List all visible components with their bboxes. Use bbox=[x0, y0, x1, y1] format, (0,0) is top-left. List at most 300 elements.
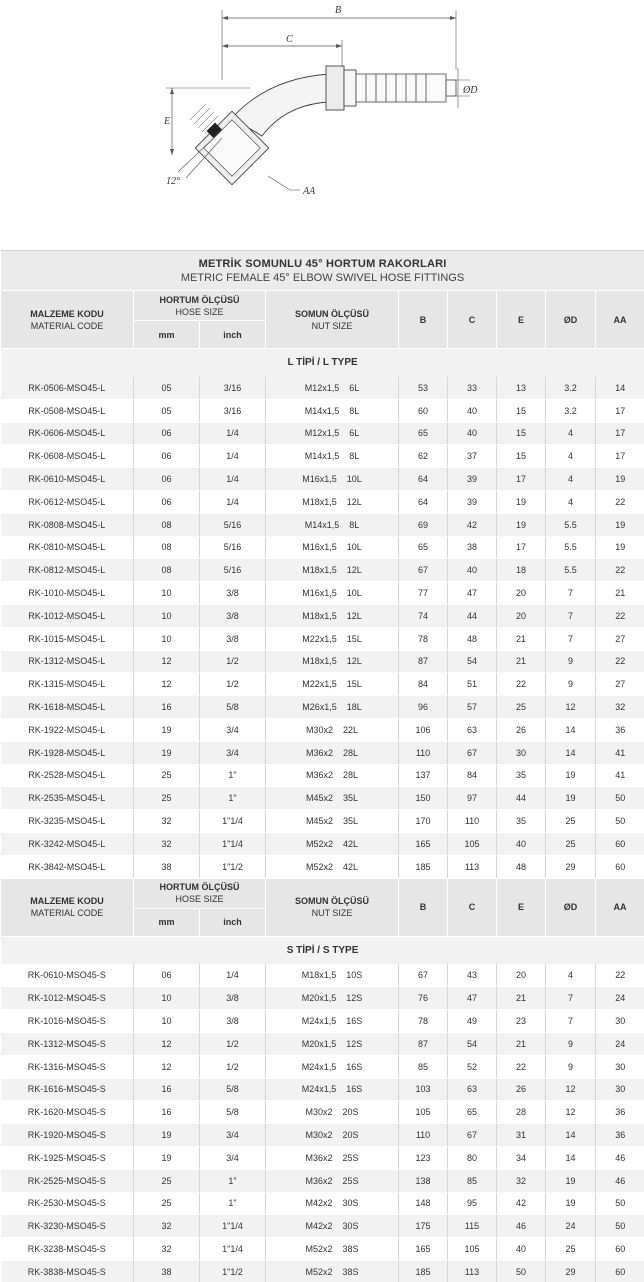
cell-inch: 1"1/2 bbox=[200, 1260, 266, 1282]
cell-c: 113 bbox=[448, 1260, 497, 1282]
nut-code: 25S bbox=[342, 1152, 359, 1163]
table-row bbox=[1, 1238, 644, 1261]
cell-aa: 19 bbox=[596, 513, 644, 536]
cell-aa: 27 bbox=[596, 673, 644, 696]
nut-code: 16S bbox=[346, 1084, 363, 1095]
header-nut-tr: SOMUN ÖLÇÜSÜ bbox=[295, 896, 369, 907]
header-hose-tr: HORTUM ÖLÇÜSÜ bbox=[159, 294, 240, 305]
cell-mm: 06 bbox=[134, 490, 200, 513]
cell-material-code: RK-1010-MSO45-L bbox=[1, 582, 134, 605]
header-nut-en: NUT SIZE bbox=[311, 320, 353, 331]
cell-material-code: RK-1620-MSO45-S bbox=[1, 1101, 134, 1124]
cell-nut-size bbox=[266, 468, 399, 491]
angle-label: 12° bbox=[166, 176, 180, 187]
cell-inch: 1/2 bbox=[200, 673, 266, 696]
table-row bbox=[1, 650, 644, 673]
cell-inch: 1/4 bbox=[200, 964, 266, 987]
cell-d: 9 bbox=[546, 650, 596, 673]
table-row bbox=[1, 673, 644, 696]
table-row bbox=[1, 764, 644, 787]
header-nut-size bbox=[266, 291, 399, 349]
nut-thread: M18x1,5 bbox=[302, 610, 337, 621]
cell-c: 105 bbox=[448, 832, 497, 855]
cell-material-code: RK-1922-MSO45-L bbox=[1, 718, 134, 741]
cell-e: 17 bbox=[497, 536, 546, 559]
nut-code: 28L bbox=[343, 747, 359, 758]
cell-nut-size bbox=[266, 650, 399, 673]
cell-e: 34 bbox=[497, 1146, 546, 1169]
cell-d: 9 bbox=[546, 1055, 596, 1078]
cell-mm: 16 bbox=[134, 696, 200, 719]
nut-thread: M24x1,5 bbox=[301, 1016, 337, 1027]
cell-d: 7 bbox=[546, 627, 596, 650]
cell-material-code: RK-0612-MSO45-L bbox=[1, 490, 134, 513]
cell-d: 25 bbox=[546, 810, 596, 833]
cell-d: 29 bbox=[546, 855, 596, 878]
cell-aa: 14 bbox=[596, 377, 644, 400]
cell-nut-size bbox=[266, 764, 399, 787]
table-row bbox=[1, 490, 644, 513]
cell-b: 67 bbox=[399, 559, 448, 582]
table-row bbox=[1, 1101, 644, 1124]
cell-mm: 05 bbox=[134, 399, 200, 422]
cell-d: 7 bbox=[546, 604, 596, 627]
nut-code: 16S bbox=[346, 1016, 363, 1027]
cell-nut-size bbox=[266, 445, 399, 468]
cell-inch: 1/4 bbox=[200, 468, 266, 491]
cell-d: 7 bbox=[546, 987, 596, 1010]
cell-nut-size bbox=[266, 741, 399, 764]
cell-aa: 36 bbox=[596, 1124, 644, 1147]
header-hose-size bbox=[134, 878, 266, 908]
cell-nut-size bbox=[266, 810, 399, 833]
cell-nut-size bbox=[266, 1260, 399, 1282]
cell-nut-size bbox=[266, 1238, 399, 1261]
section-label: S TİPİ / S TYPE bbox=[1, 936, 644, 964]
nut-code: 8L bbox=[349, 451, 360, 462]
cell-b: 105 bbox=[399, 1101, 448, 1124]
cell-nut-size bbox=[266, 559, 399, 582]
table-row bbox=[1, 513, 644, 536]
title-english: METRIC FEMALE 45° ELBOW SWIVEL HOSE FITTINGS bbox=[180, 271, 465, 284]
cell-b: 74 bbox=[399, 604, 448, 627]
cell-aa: 60 bbox=[596, 855, 644, 878]
cell-c: 54 bbox=[448, 650, 497, 673]
cell-c: 67 bbox=[448, 1124, 497, 1147]
header-col-d: ØD bbox=[546, 878, 596, 936]
cell-c: 54 bbox=[448, 1032, 497, 1055]
section-label: L TİPİ / L TYPE bbox=[1, 349, 644, 377]
aa-label: AA bbox=[303, 186, 316, 197]
cell-mm: 25 bbox=[134, 764, 200, 787]
cell-e: 35 bbox=[497, 810, 546, 833]
cell-d: 4 bbox=[546, 490, 596, 513]
nut-thread: M16x1,5 bbox=[302, 542, 337, 553]
cell-mm: 19 bbox=[134, 741, 200, 764]
table-row bbox=[1, 399, 644, 422]
cell-c: 49 bbox=[448, 1010, 497, 1033]
cell-inch: 1"1/4 bbox=[200, 1215, 266, 1238]
cell-e: 18 bbox=[497, 559, 546, 582]
nut-thread: M20x1,5 bbox=[301, 1038, 337, 1049]
cell-b: 62 bbox=[399, 445, 448, 468]
cell-aa: 50 bbox=[596, 810, 644, 833]
nut-thread: M12x1,5 bbox=[304, 382, 340, 393]
nut-code: 35L bbox=[343, 793, 359, 804]
cell-inch: 1/2 bbox=[200, 1032, 266, 1055]
cell-inch: 1" bbox=[200, 787, 266, 810]
cell-aa: 36 bbox=[596, 1101, 644, 1124]
cell-e: 26 bbox=[497, 718, 546, 741]
cell-mm: 12 bbox=[134, 650, 200, 673]
cell-d: 19 bbox=[546, 764, 596, 787]
cell-nut-size bbox=[266, 1215, 399, 1238]
cell-mm: 32 bbox=[134, 810, 200, 833]
cell-e: 21 bbox=[497, 987, 546, 1010]
cell-mm: 16 bbox=[134, 1101, 200, 1124]
cell-c: 105 bbox=[448, 1238, 497, 1261]
cell-e: 21 bbox=[497, 627, 546, 650]
dim-b-label: B bbox=[335, 5, 342, 16]
cell-inch: 3/16 bbox=[200, 377, 266, 400]
table-row bbox=[1, 1192, 644, 1215]
nut-code: 15L bbox=[346, 679, 362, 690]
cell-e: 40 bbox=[497, 1238, 546, 1261]
cell-nut-size bbox=[266, 513, 399, 536]
cell-aa: 17 bbox=[596, 399, 644, 422]
header-hose-en: HOSE SIZE bbox=[175, 306, 224, 317]
cell-c: 97 bbox=[448, 787, 497, 810]
nut-thread: M16x1,5 bbox=[302, 588, 337, 599]
nut-code: 10L bbox=[346, 474, 362, 485]
cell-e: 15 bbox=[497, 445, 546, 468]
table-row bbox=[1, 787, 644, 810]
cell-inch: 3/4 bbox=[200, 1146, 266, 1169]
cell-b: 64 bbox=[399, 468, 448, 491]
cell-aa: 24 bbox=[596, 987, 644, 1010]
cell-b: 137 bbox=[399, 764, 448, 787]
cell-b: 148 bbox=[399, 1192, 448, 1215]
cell-inch: 5/16 bbox=[200, 513, 266, 536]
table-row bbox=[1, 627, 644, 650]
table-row bbox=[1, 1124, 644, 1147]
cell-c: 43 bbox=[448, 964, 497, 987]
cell-b: 110 bbox=[399, 741, 448, 764]
table-row bbox=[1, 1010, 644, 1033]
nut-thread: M20x1,5 bbox=[301, 993, 337, 1004]
cell-b: 78 bbox=[399, 1010, 448, 1033]
table-row bbox=[1, 1146, 644, 1169]
header-inch: inch bbox=[200, 321, 266, 349]
cell-aa: 50 bbox=[596, 787, 644, 810]
cell-d: 14 bbox=[546, 718, 596, 741]
cell-b: 123 bbox=[399, 1146, 448, 1169]
header-col-aa: AA bbox=[596, 291, 644, 349]
cell-mm: 32 bbox=[134, 1215, 200, 1238]
cell-e: 19 bbox=[497, 490, 546, 513]
header-col-d: ØD bbox=[546, 291, 596, 349]
table-header bbox=[1, 878, 644, 908]
cell-nut-size bbox=[266, 787, 399, 810]
cell-d: 19 bbox=[546, 1192, 596, 1215]
cell-nut-size bbox=[266, 536, 399, 559]
table-row bbox=[1, 1260, 644, 1282]
cell-c: 38 bbox=[448, 536, 497, 559]
cell-mm: 10 bbox=[134, 604, 200, 627]
cell-e: 40 bbox=[497, 832, 546, 855]
cell-d: 29 bbox=[546, 1260, 596, 1282]
cell-e: 19 bbox=[497, 513, 546, 536]
cell-material-code: RK-3238-MSO45-S bbox=[1, 1238, 134, 1261]
cell-material-code: RK-0506-MSO45-L bbox=[1, 377, 134, 400]
cell-c: 39 bbox=[448, 468, 497, 491]
header-col-aa: AA bbox=[596, 878, 644, 936]
cell-material-code: RK-3842-MSO45-L bbox=[1, 855, 134, 878]
cell-e: 28 bbox=[497, 1101, 546, 1124]
cell-b: 103 bbox=[399, 1078, 448, 1101]
cell-material-code: RK-1928-MSO45-L bbox=[1, 741, 134, 764]
cell-aa: 17 bbox=[596, 445, 644, 468]
header-nut-size bbox=[266, 878, 399, 936]
cell-b: 110 bbox=[399, 1124, 448, 1147]
cell-mm: 16 bbox=[134, 1078, 200, 1101]
cell-b: 150 bbox=[399, 787, 448, 810]
cell-c: 39 bbox=[448, 490, 497, 513]
nut-code: 42L bbox=[343, 838, 359, 849]
technical-drawing bbox=[0, 0, 644, 250]
cell-e: 25 bbox=[497, 696, 546, 719]
cell-inch: 3/8 bbox=[200, 582, 266, 605]
cell-inch: 1/2 bbox=[200, 1055, 266, 1078]
cell-nut-size bbox=[266, 832, 399, 855]
cell-material-code: RK-0606-MSO45-L bbox=[1, 422, 134, 445]
cell-e: 35 bbox=[497, 764, 546, 787]
cell-b: 165 bbox=[399, 832, 448, 855]
nut-code: 12L bbox=[346, 610, 362, 621]
cell-c: 48 bbox=[448, 627, 497, 650]
cell-inch: 3/16 bbox=[200, 399, 266, 422]
cell-b: 106 bbox=[399, 718, 448, 741]
cell-c: 44 bbox=[448, 604, 497, 627]
cell-mm: 10 bbox=[134, 627, 200, 650]
cell-mm: 19 bbox=[134, 718, 200, 741]
cell-mm: 12 bbox=[134, 1032, 200, 1055]
cell-e: 48 bbox=[497, 855, 546, 878]
cell-e: 50 bbox=[497, 1260, 546, 1282]
cell-c: 85 bbox=[448, 1169, 497, 1192]
cell-e: 46 bbox=[497, 1215, 546, 1238]
cell-mm: 08 bbox=[134, 536, 200, 559]
header-col-e: E bbox=[497, 291, 546, 349]
cell-c: 40 bbox=[448, 559, 497, 582]
cell-e: 22 bbox=[497, 673, 546, 696]
cell-d: 19 bbox=[546, 787, 596, 810]
cell-inch: 1" bbox=[200, 764, 266, 787]
cell-b: 87 bbox=[399, 1032, 448, 1055]
cell-aa: 22 bbox=[596, 490, 644, 513]
nut-code: 35L bbox=[343, 816, 359, 827]
cell-e: 22 bbox=[497, 1055, 546, 1078]
cell-nut-size bbox=[266, 1010, 399, 1033]
cell-mm: 12 bbox=[134, 673, 200, 696]
cell-inch: 5/8 bbox=[200, 1078, 266, 1101]
cell-inch: 1"1/4 bbox=[200, 832, 266, 855]
header-col-c: C bbox=[448, 878, 497, 936]
nut-thread: M16x1,5 bbox=[302, 474, 337, 485]
cell-mm: 10 bbox=[134, 987, 200, 1010]
cell-material-code: RK-2525-MSO45-S bbox=[1, 1169, 134, 1192]
cell-d: 25 bbox=[546, 1238, 596, 1261]
cell-mm: 19 bbox=[134, 1124, 200, 1147]
nut-code: 42L bbox=[343, 861, 359, 872]
cell-nut-size bbox=[266, 855, 399, 878]
table-row bbox=[1, 810, 644, 833]
nut-code: 10L bbox=[346, 588, 362, 599]
cell-material-code: RK-1015-MSO45-L bbox=[1, 627, 134, 650]
cell-aa: 21 bbox=[596, 582, 644, 605]
nut-code: 12L bbox=[346, 656, 362, 667]
cell-e: 42 bbox=[497, 1192, 546, 1215]
table-row bbox=[1, 559, 644, 582]
cell-aa: 19 bbox=[596, 468, 644, 491]
cell-c: 84 bbox=[448, 764, 497, 787]
nut-code: 30S bbox=[342, 1198, 359, 1209]
nut-thread: M52x2 bbox=[305, 1266, 333, 1277]
cell-material-code: RK-3230-MSO45-S bbox=[1, 1215, 134, 1238]
nut-thread: M18x1,5 bbox=[302, 565, 337, 576]
nut-code: 8L bbox=[349, 405, 360, 416]
cell-aa: 50 bbox=[596, 1192, 644, 1215]
cell-material-code: RK-1016-MSO45-S bbox=[1, 1010, 134, 1033]
table-row bbox=[1, 377, 644, 400]
cell-inch: 1/2 bbox=[200, 650, 266, 673]
cell-mm: 25 bbox=[134, 1169, 200, 1192]
cell-d: 5.5 bbox=[546, 536, 596, 559]
cell-aa: 60 bbox=[596, 1238, 644, 1261]
nut-code: 12L bbox=[346, 565, 362, 576]
cell-c: 37 bbox=[448, 445, 497, 468]
nut-thread: M30x2 bbox=[305, 724, 333, 735]
nut-code: 12S bbox=[346, 1038, 363, 1049]
cell-inch: 3/4 bbox=[200, 718, 266, 741]
header-nut-en: NUT SIZE bbox=[311, 908, 353, 919]
fitting-diagram bbox=[0, 0, 644, 250]
nut-code: 6L bbox=[349, 428, 360, 439]
cell-c: 57 bbox=[448, 696, 497, 719]
cell-inch: 1"1/2 bbox=[200, 855, 266, 878]
nut-thread: M42x2 bbox=[305, 1198, 333, 1209]
header-col-b: B bbox=[399, 291, 448, 349]
cell-d: 25 bbox=[546, 832, 596, 855]
cell-d: 4 bbox=[546, 445, 596, 468]
header-col-c: C bbox=[448, 291, 497, 349]
cell-material-code: RK-1012-MSO45-S bbox=[1, 987, 134, 1010]
cell-d: 3.2 bbox=[546, 399, 596, 422]
table-row bbox=[1, 855, 644, 878]
cell-d: 14 bbox=[546, 1124, 596, 1147]
cell-nut-size bbox=[266, 718, 399, 741]
cell-d: 5.5 bbox=[546, 559, 596, 582]
cell-aa: 22 bbox=[596, 604, 644, 627]
cell-mm: 32 bbox=[134, 1238, 200, 1261]
nut-thread: M52x2 bbox=[305, 838, 333, 849]
cell-mm: 12 bbox=[134, 1055, 200, 1078]
cell-b: 165 bbox=[399, 1238, 448, 1261]
cell-d: 12 bbox=[546, 1078, 596, 1101]
cell-aa: 19 bbox=[596, 536, 644, 559]
cell-material-code: RK-1315-MSO45-L bbox=[1, 673, 134, 696]
cell-c: 40 bbox=[448, 422, 497, 445]
cell-nut-size bbox=[266, 987, 399, 1010]
table-header bbox=[1, 291, 644, 321]
header-hose-tr: HORTUM ÖLÇÜSÜ bbox=[159, 882, 240, 893]
cell-inch: 1" bbox=[200, 1169, 266, 1192]
cell-e: 20 bbox=[497, 604, 546, 627]
cell-inch: 1"1/4 bbox=[200, 1238, 266, 1261]
header-hose-en: HOSE SIZE bbox=[175, 894, 224, 905]
nut-thread: M52x2 bbox=[305, 1243, 333, 1254]
cell-d: 3.2 bbox=[546, 377, 596, 400]
cell-nut-size bbox=[266, 964, 399, 987]
cell-d: 12 bbox=[546, 696, 596, 719]
nut-code: 16S bbox=[346, 1061, 363, 1072]
cell-b: 78 bbox=[399, 627, 448, 650]
cell-material-code: RK-3242-MSO45-L bbox=[1, 832, 134, 855]
table-title bbox=[1, 251, 644, 291]
cell-e: 13 bbox=[497, 377, 546, 400]
cell-e: 20 bbox=[497, 964, 546, 987]
header-code-en: MATERIAL CODE bbox=[30, 908, 104, 919]
cell-aa: 22 bbox=[596, 964, 644, 987]
cell-mm: 25 bbox=[134, 787, 200, 810]
cell-material-code: RK-3235-MSO45-L bbox=[1, 810, 134, 833]
cell-b: 76 bbox=[399, 987, 448, 1010]
cell-c: 42 bbox=[448, 513, 497, 536]
cell-b: 87 bbox=[399, 650, 448, 673]
header-col-e: E bbox=[497, 878, 546, 936]
cell-material-code: RK-0610-MSO45-S bbox=[1, 964, 134, 987]
cell-inch: 3/4 bbox=[200, 1124, 266, 1147]
header-code-tr: MALZEME KODU bbox=[30, 308, 104, 319]
nut-thread: M36x2 bbox=[305, 770, 333, 781]
cell-b: 138 bbox=[399, 1169, 448, 1192]
cell-aa: 30 bbox=[596, 1055, 644, 1078]
nut-code: 28L bbox=[343, 770, 359, 781]
cell-e: 20 bbox=[497, 582, 546, 605]
nut-thread: M36x2 bbox=[305, 1152, 333, 1163]
cell-nut-size bbox=[266, 1055, 399, 1078]
dim-d-label: ØD bbox=[463, 85, 478, 96]
cell-c: 67 bbox=[448, 741, 497, 764]
nut-code: 15L bbox=[346, 633, 362, 644]
nut-code: 20S bbox=[342, 1107, 359, 1118]
cell-b: 65 bbox=[399, 536, 448, 559]
cell-nut-size bbox=[266, 399, 399, 422]
table-row bbox=[1, 1032, 644, 1055]
table-row bbox=[1, 987, 644, 1010]
cell-mm: 38 bbox=[134, 855, 200, 878]
cell-aa: 60 bbox=[596, 832, 644, 855]
cell-c: 51 bbox=[448, 673, 497, 696]
nut-thread: M22x1,5 bbox=[302, 633, 337, 644]
table-row bbox=[1, 964, 644, 987]
cell-material-code: RK-2530-MSO45-S bbox=[1, 1192, 134, 1215]
cell-b: 175 bbox=[399, 1215, 448, 1238]
header-code-en: MATERIAL CODE bbox=[30, 320, 104, 331]
cell-material-code: RK-0608-MSO45-L bbox=[1, 445, 134, 468]
cell-inch: 1/4 bbox=[200, 490, 266, 513]
nut-code: 18L bbox=[346, 702, 362, 713]
